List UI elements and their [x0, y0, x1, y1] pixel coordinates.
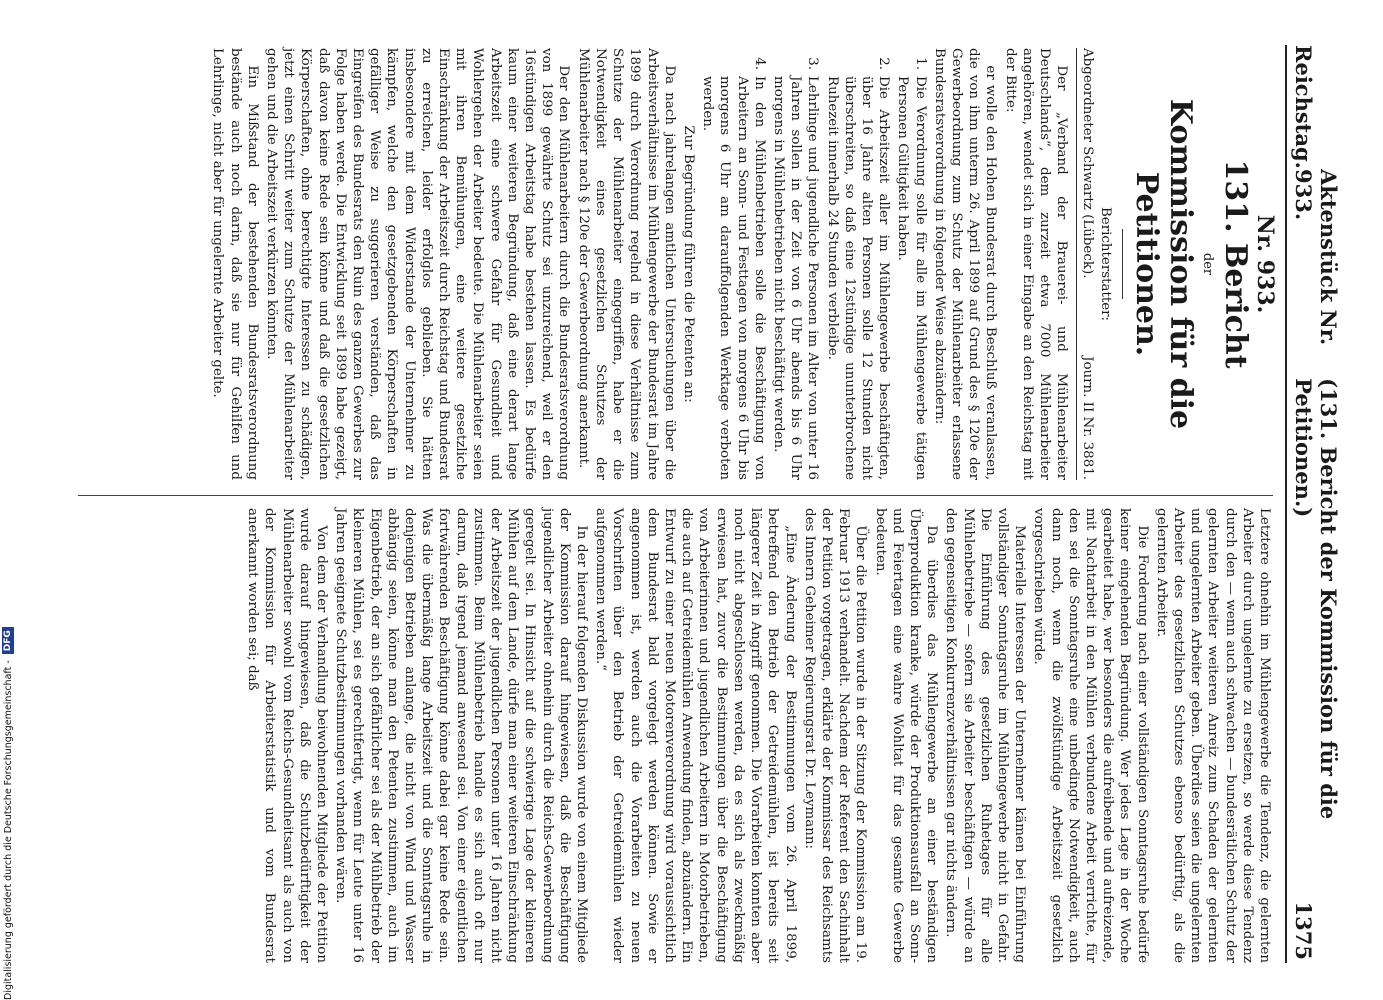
dfg-logo-icon: DFG: [2, 627, 14, 654]
credit-text: Digitalisierung gefördert durch die Deutsche Forschungsgemeinschaft -: [2, 660, 14, 1000]
running-header: [1291, 45, 1341, 960]
report-title: 131. Bericht: [1217, 159, 1253, 369]
left-column: [207, 48, 1278, 480]
commission-title: Kommission für die Petitionen.: [1128, 98, 1198, 430]
rapporteur-name: Abgeordneter Schwartz (Lübeck).: [1080, 48, 1096, 279]
header-reichstag: Reichstag.: [1291, 45, 1316, 169]
list-item: [699, 48, 768, 480]
header-aktenstueck: Aktenstück Nr. 933.: [1291, 168, 1341, 346]
list-item-text: In den Mühlenbetrieben solle die Beschäftigung von Arbeitern an Sonn- und Festtagen von morgens 6 Uhr bis morgens 6 Uhr am darauffolgenden Werktage verboten werden.: [700, 76, 767, 480]
digitization-credit: [1, 0, 15, 1000]
column-divider: [78, 495, 1273, 496]
header-report-ref: (131. Bericht der Kommission für die Petitionen.): [1291, 378, 1341, 820]
body-paragraph: Der den Mühlenarbeitern durch die Bundesratsverordnung von 1899 gewährte Schutz sei unzureichend, weil er den 16stündigen Arbeitstag habe bestehen lassen. Es bedürfe kaum einer weiteren Begründung, daß eine derart lange Arbeitszeit eine schwere Gefahr für Gesundheit und Wohlergehen der Arbeiter bedeute. Die Mühlenarbeiter seien mit ihren Bemühungen, eine weitere gesetzliche Einschränkung der Arbeitszeit durch Reichstag und Bundesrat zu erreichen, leider erfolglos geblieben. Sie hätten insbesondere mit dem Widerstande der Unternehmer zu kämpfen, welche den gesetzgebenden Körperschaften in gefälliger Weise zu suggerieren verständen, daß das Eingreifen des Bundesrats den Ruin des ganzen Gewerbes zur Folge haben werde. Die Entwicklung seit 1899 habe gezeigt, daß davon keine Rede sein könne und daß die gesetzlichen Körperschaften, ohne berechtigte Interessen zu schädigen, jetzt einen Schritt weiter zum Schutze der Mühlenarbeiter gehen und die Arbeitszeit verkürzen könnten.: [264, 48, 572, 480]
list-item-number: 1.: [912, 57, 928, 70]
body-paragraph: Da nach jahrelangen amtlichen Untersuchungen über die Arbeitsverhältnisse im Mühlengewerbe der Bundesrat im Jahre 1899 durch Verordnung regelnd in diese Verhältnisse zum Schutze der Mühlenarbeiter eingegriffen, habe er die Notwendigkeit eines gesetzlichen Schutzes der Mühlenarbeiter nach § 120e der Gewerbeordnung anerkannt.: [575, 48, 677, 480]
list-item-number: 4.: [751, 57, 767, 70]
body-paragraph: In der hierauf folgenden Diskussion wurde von einem Mitgliede der Kommission darauf hingewiesen, daß die Beschäftigung jugendlicher Arbeiter ohnehin durch die Reichs-Gewerbeordnung geregelt sei. In Hinsicht auf die schwierige Lage der kleineren Mühlen auf dem Lande, dürfe man einer weiteren Einschränkung der Arbeitszeit der jugendlichen Personen unter 16 Jahren nicht zustimmen. Beim Mühlenbetrieb handle es sich auch oft nur darum, daß irgend jemand anwesend sei. Von einer eigentlichen fortwährenden Beschäftigung könne dabei gar keine Rede sein. Was die übermäßig lange Arbeitszeit und die Sonntagsruhe in denjenigen Betrieben anlange, die nicht von Wind und Wasser abhängig seien, könne man den Petenten zustimmen, auch im Eigenbetrieb, der an sich gefährlicher sei als der Mühlbetrieb der kleineren Mühlen, sei es gerechtfertigt, wenn für Leute unter 16 Jahren geeignete Schutzbestimmungen vorhanden wären.: [333, 508, 590, 963]
reasons-intro: Zur Begründung führen die Petenten an:: [680, 125, 696, 403]
body-paragraph: Da überdies das Mühlengewerbe an einer beständigen Überproduktion kranke, würde der Produktionsausfall an Sonn- und Feiertagen eine wahre Wohltat für das gesamte Gewerbe bedeuten.: [872, 508, 940, 963]
body-paragraph: Über die Petition wurde in der Sitzung der Kommission am 19. Februar 1913 verhandelt. Nachdem der Referent den Sachinhalt der Petition vorgetragen, erklärte der Kommissar des Reichsamts des Innern Geheimer Regierungsrat Dr. Leymann:: [801, 508, 869, 963]
list-item-number: 2.: [876, 57, 892, 70]
quoted-statement: „Eine Änderung der Bestimmungen vom 26. April 1899, betreffend den Betrieb der Getreidemühlen, ist bereits seit längerer Zeit in Angriff genommen. Die Vorarbeiten konnten aber noch nicht abgeschlossen werden, da es sich als zweckmäßig erwiesen hat, zuvor die Bestimmungen über die Beschäftigung von Arbeiterinnen und jugendlichen Arbeitern in Motorbetrieben, die auch auf Getreidemühlen Anwendung finden, abzuändern. Ein Entwurf zu einer neuen Motorenverordnung wird voraussichtlich dem Bundesrat bald vorgelegt werden können. Sowie er angenommen ist, werden auch die Vorarbeiten zu neuen Vorschriften über den Betrieb der Getreidemühlen wieder aufgenommen werden.“: [593, 508, 798, 963]
body-paragraph: Die Forderung nach einer vollständigen Sonntagsruhe bedürfe keiner eingehenden Begründung. Wer jedes Lage in der Woche gearbeitet habe, wer besonders die aufreibende und aufreizende, mit Nachtarbeit in den Mühlen verbundene Arbeit verrichte, für den sei die Sonntagsruhe eine unbedingte Notwendigkeit, auch dann noch, wenn die zwölfstündige Arbeitszeit gesetzlich vorgeschrieben würde.: [1031, 508, 1150, 963]
body-paragraph: Ein Mißstand der bestehenden Bundesratsverordnung bestände auch noch darin, daß sie nur für Gehilfen und Lehrlinge, nicht aber für ungelernte Arbeiter gelte.: [210, 48, 260, 480]
rapporteur-line: [1076, 48, 1096, 480]
body-paragraph: Materielle Interessen der Unternehmer kämen bei Einführung vollständiger Sonntagsruhe im Mühlengewerbe nicht in Gefahr. Die Einführung des gesetzlichen Ruhetages für alle Mühlenbetriebe — sofern sie Arbeiter beschäftigen — würde an den gegenseitigen Konkurrenzverhältnissen gar nichts ändern.: [943, 508, 1028, 963]
journal-number: Journ. II Nr. 3881.: [1080, 356, 1096, 480]
body-paragraph: Letztere ohnehin im Mühlengewerbe die Tendenz, die gelernten Arbeiter durch ungelernte zu ersetzen, so werde diese Tendenz durch den — wenn auch schwachen — bundesrätlichen Schutz der gelernten Arbeiter weiteren Anreiz zum Schaden der gelernten und ungelernten Arbeiter geben. Überdies seien die ungelernten Arbeiter des gesetzlichen Schutzes ebenso bedürftig, als die gelernten Arbeiter.: [1153, 508, 1272, 963]
body-paragraph: Von dem der Verhandlung beiwohnenden Mitgliede der Petition wurde darauf hingewiesen, daß die Schutzbedürftigkeit der Mühlenarbeiter sowohl vom Reichs-Gesundheitsamt als auch von der Kommission für Arbeiterstatistik und vom Bundesrat anerkannt worden sei; daß: [245, 508, 330, 963]
petition-request: er wolle den Hohen Bundesrat durch Beschluß veranlassen, die von ihm unterm 26. April 1899 auf Grund des § 120e der Gewerbeordnung zum Schutz der Mühlenarbeiter erlassene Bundesratsverordnung in folgender Weise abzuändern:: [931, 48, 999, 480]
list-item: [770, 48, 822, 480]
page-number: 1375: [1291, 901, 1316, 960]
list-item-text: Lehrlinge und jugendliche Personen im Alter von unter 16 Jahren sollen in der Zeit von 6 Uhr abends bis 6 Uhr morgens in Mühlenbetrieben nicht beschäftigt werden.: [770, 76, 821, 480]
rapporteur-label: Berichterstatter:: [1097, 206, 1113, 322]
document-number: Nr. 933.: [1252, 214, 1278, 314]
list-item-text: Die Arbeitszeit aller im Mühlengewerbe beschäftigten, über 16 Jahre alten Personen solle 12 Stunden nicht überschreiten, so daß eine 12stündige ununterbrochene Ruhezeit innerhalb 24 Stunden verbleibe.: [824, 76, 892, 480]
petition-intro: Der „Verband der Brauerei- und Mühlenarbeiter Deutschlands“, dem zurzeit etwa 7000 Mühlenarbeiter angehören, wendet sich in einer Eingabe an den Reichstag mit der Bitte:: [1002, 48, 1070, 480]
title-der: der: [1199, 252, 1215, 276]
list-item-text: Die Verordnung solle für alle im Mühlengewerbe tätigen Personen Gültigkeit haben.: [895, 76, 928, 480]
title-rule: [1122, 229, 1123, 299]
list-item: [894, 48, 928, 480]
right-column: [242, 508, 1273, 963]
list-item: [823, 48, 892, 480]
header-rule: [1285, 45, 1287, 963]
list-item-number: 3.: [805, 57, 821, 70]
